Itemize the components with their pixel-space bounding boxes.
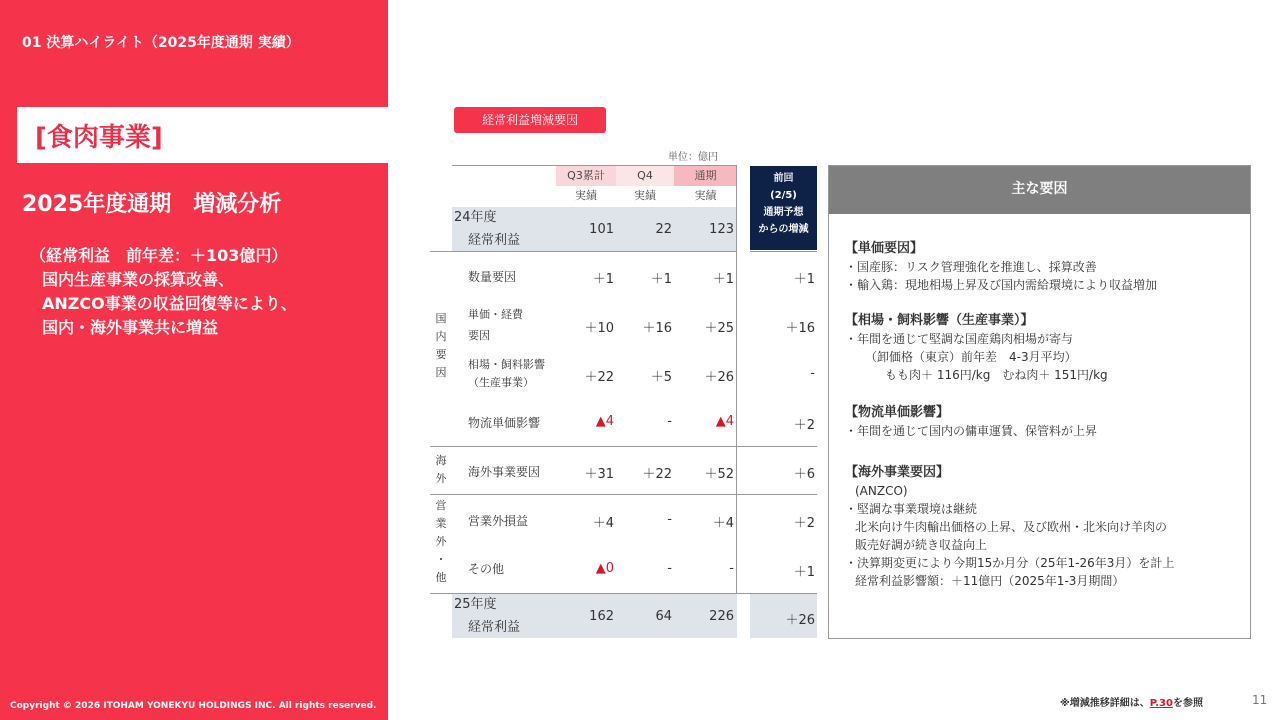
summary-text (30, 244, 297, 340)
row-prev: ＋1 (793, 272, 815, 287)
row-q3: ＋22 (584, 370, 614, 385)
base-q4: 22 (655, 222, 672, 237)
row-q4: ＋5 (650, 370, 672, 385)
factor-section-overseas (845, 464, 1174, 590)
row-full: ＋1 (712, 272, 734, 287)
row-q3: ＋1 (592, 272, 614, 287)
footnote-text: ※増減推移詳細は、 (1060, 698, 1150, 709)
factor-title: 【物流単価影響】 (845, 405, 950, 420)
row-q4: - (667, 414, 672, 429)
page-link[interactable]: P.30 (1149, 698, 1173, 709)
unit-label: 単位：億円 (668, 152, 718, 163)
summary-line: ANZCO事業の収益回復等により、 (42, 294, 297, 313)
row-label: 単価・経費 (468, 308, 523, 321)
row-prev: ＋2 (793, 418, 815, 433)
factor-line: ・年間を通じて堅調な国産鶏肉相場が寄与 (845, 332, 1074, 346)
summary-line: 国内生産事業の採算改善、 (42, 270, 235, 289)
summary-line: （経常利益 前年差：＋103億円） (30, 246, 288, 265)
footnote (1060, 694, 1203, 709)
total-q4: 64 (655, 609, 672, 624)
row-prev: ＋6 (793, 467, 815, 482)
row-prev: ＋1 (793, 565, 815, 580)
row-q4: - (667, 561, 672, 576)
row-q3: ＋4 (592, 516, 614, 531)
row-full: ＋26 (704, 370, 734, 385)
main-factors-box (828, 165, 1251, 639)
factor-line: ・堅調な事業環境は継続 (845, 502, 978, 516)
base-full: 123 (709, 222, 734, 237)
group-label-other: 営 業 外 ・ 他 (435, 499, 447, 584)
row-label: （生産事業） (468, 376, 534, 389)
factor-line: もも肉＋ 116円/kg むね肉＋ 151円/kg (885, 368, 1108, 382)
total-row-label: 経常利益 (468, 620, 521, 635)
row-prev: - (810, 366, 815, 381)
section-title: 01 決算ハイライト（2025年度通期 実績） (22, 35, 300, 51)
analysis-title: 2025年度通期 増減分析 (22, 192, 282, 217)
business-label-box (17, 107, 388, 163)
total-prev: ＋26 (785, 613, 815, 628)
factor-section-price (845, 240, 1157, 294)
factor-line: ・決算期変更により今期15か月分（25年1-26年3月）を計上 (845, 556, 1175, 570)
prev-head-line: 前回 (773, 173, 794, 184)
total-full: 226 (709, 609, 734, 624)
copyright: Copyright © 2026 ITOHAM YONEKYU HOLDINGS INC. All rights reserved. (10, 701, 377, 711)
row-q3: ＋31 (584, 467, 614, 482)
prev-head-line: (2/5) (770, 190, 797, 201)
factor-title: 【単価要因】 (845, 241, 924, 256)
prev-forecast-head (750, 166, 817, 250)
total-q3: 162 (589, 609, 614, 624)
divider (452, 165, 737, 166)
factor-line: （卸価格（東京）前年差 4-3月平均） (865, 350, 1077, 364)
factor-line: (ANZCO) (855, 484, 908, 498)
left-panel (0, 0, 388, 720)
divider (430, 446, 817, 447)
factor-line: 経常利益影響額：＋11億円（2025年1-3月期間） (855, 574, 1125, 588)
row-q4: ＋1 (650, 272, 672, 287)
group-label-domestic: 国 内 要 因 (435, 312, 447, 379)
factor-line: ・輸入鶏：現地相場上昇及び国内需給環境により収益増加 (845, 278, 1158, 292)
row-label: 物流単価影響 (468, 416, 541, 430)
col-head-q4: Q4 (616, 166, 674, 186)
divider (430, 251, 737, 252)
factor-line: ・国産豚：リスク管理強化を推進し、採算改善 (845, 260, 1097, 274)
row-full: ＋52 (704, 467, 734, 482)
divider (430, 494, 817, 495)
base-row-label: 経常利益 (468, 233, 521, 248)
row-label: 海外事業要因 (468, 465, 541, 479)
factor-line: 販売好調が続き収益向上 (855, 538, 988, 552)
footnote-text: を参照 (1172, 698, 1203, 709)
row-label: 要因 (468, 329, 490, 342)
row-full: ＋25 (704, 321, 734, 336)
factor-tag: 経常利益増減要因 (454, 107, 606, 133)
factor-line: ・年間を通じて国内の傭車運賃、保管料が上昇 (845, 424, 1098, 438)
row-label: 相場・飼料影響 (468, 358, 545, 371)
divider (736, 165, 737, 638)
row-full: ＋4 (712, 516, 734, 531)
factor-line: 北米向け牛肉輸出価格の上昇、及び欧州・北米向け羊肉の (855, 520, 1168, 534)
row-q3: ▲0 (595, 561, 614, 576)
base-q3: 101 (589, 222, 614, 237)
col-sub: 実績 (674, 186, 737, 206)
group-label-overseas: 海 外 (435, 454, 447, 485)
factor-title: 【海外事業要因】 (845, 465, 950, 480)
row-label: 営業外損益 (468, 514, 529, 528)
factor-title: 【相場・飼料影響（生産事業）】 (845, 313, 1034, 328)
prev-head-line: 通期予想 (763, 207, 804, 218)
total-row-label: 25年度 (454, 597, 497, 612)
row-label: 数量要因 (468, 270, 517, 284)
factor-section-logistics (845, 404, 1097, 440)
row-q3: ＋10 (584, 321, 614, 336)
col-sub: 実績 (616, 186, 674, 206)
row-q3: ▲4 (595, 414, 614, 429)
base-row-label: 24年度 (454, 210, 497, 225)
factor-section-market (845, 312, 1108, 384)
row-prev: ＋16 (785, 321, 815, 336)
summary-line: 国内・海外事業共に増益 (42, 318, 219, 337)
col-sub: 実績 (556, 186, 616, 206)
page-number: 11 (1252, 693, 1268, 707)
row-q4: ＋16 (642, 321, 672, 336)
row-q4: ＋22 (642, 467, 672, 482)
row-full: - (729, 561, 734, 576)
row-prev: ＋2 (793, 516, 815, 531)
prev-head-line: からの増減 (758, 224, 809, 235)
col-head-q3: Q3累計 (556, 166, 616, 186)
row-q4: - (667, 512, 672, 527)
main-factors-head: 主な要因 (829, 166, 1250, 214)
col-head-full: 通期 (674, 166, 737, 186)
row-label: その他 (468, 562, 505, 576)
business-label: [食肉事業] (35, 123, 163, 153)
row-full: ▲4 (715, 414, 734, 429)
divider (750, 251, 817, 252)
